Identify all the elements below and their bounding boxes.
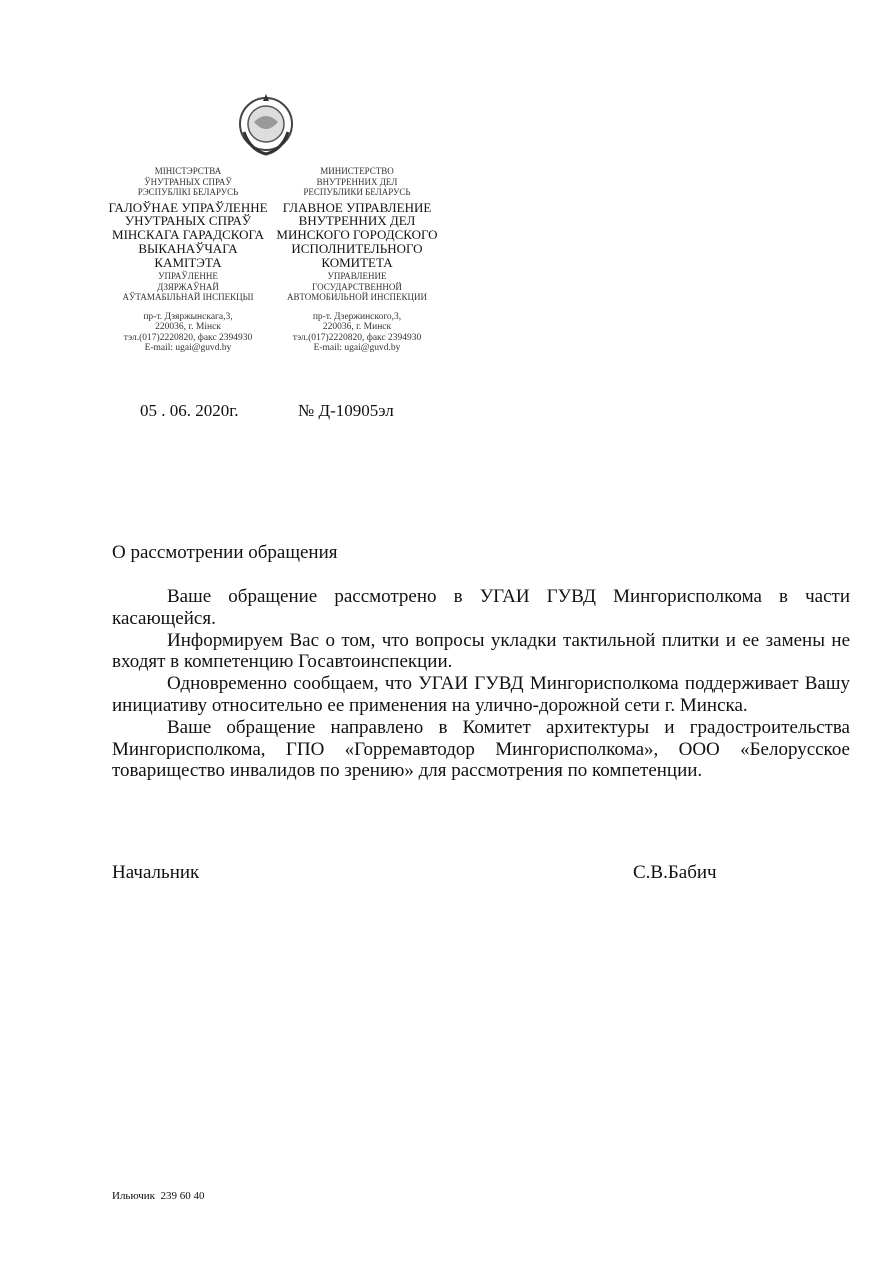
header-right-russian [257, 166, 457, 354]
department-line: ГАЛОЎНАЕ УПРАЎЛЕННЕ [108, 199, 268, 215]
ministry-line: МИНИСТЕРСТВО [320, 166, 394, 176]
department-line: МІНСКАГА ГАРАДСКОГА [112, 227, 264, 243]
document-number: № Д-10905эл [298, 401, 394, 420]
address-line: тэл.(017)2220820, факс 2394930 [123, 332, 253, 343]
division-line: УПРАЎЛЕННЕ [158, 271, 218, 282]
department-line: ВНУТРЕННИХ ДЕЛ [298, 213, 416, 229]
executor-footer: Ильючик 239 60 40 [112, 1190, 205, 1202]
department-line: МИНСКОГО ГОРОДСКОГО [276, 227, 438, 243]
department-line: КОМИТЕТА [321, 254, 393, 270]
division-line: УПРАВЛЕНИЕ [327, 271, 387, 282]
address-line: тэл.(017)2220820, факс 2394930 [292, 332, 422, 343]
address-line: E-mail: ugai@guvd.by [313, 343, 401, 354]
ministry-line: РЕСПУБЛИКИ БЕЛАРУСЬ [303, 187, 411, 197]
signature-name: С.В.Бабич [633, 862, 717, 883]
address-line: E-mail: ugai@guvd.by [144, 343, 232, 354]
address-line: пр-т. Дзержинского,3, [312, 311, 402, 322]
division-line: АЎТАМАБІЛЬНАЙ ІНСПЕКЦЫІ [122, 292, 254, 303]
document-date: 05 . 06. 2020г. [140, 401, 239, 420]
department-line: ИСПОЛНИТЕЛЬНОГО [291, 240, 423, 256]
ministry-line: МІНІСТЭРСТВА [154, 166, 222, 176]
division-line: ГОСУДАРСТВЕННОЙ [312, 281, 402, 292]
paragraph: Ваше обращение направлено в Комитет архитектуры и градостроительства Мингорисполкома, ГПО «Горремавтодор Мингорисполкома», ООО «Белорусское товарищество инвалидов по зрению» для рассмотрения по компетенции. [112, 716, 850, 782]
ministry-line: РЭСПУБЛІКІ БЕЛАРУСЬ [137, 187, 239, 197]
ministry-line: ВНУТРЕННИХ ДЕЛ [316, 176, 398, 187]
paragraph: Информируем Вас о том, что вопросы укладки тактильной плитки и ее замены не входят в компетенцию Госавтоинспекции. [112, 629, 850, 673]
letter-body [112, 586, 850, 782]
subject-line: О рассмотрении обращения [112, 542, 338, 563]
department-line: ГЛАВНОЕ УПРАВЛЕНИЕ [282, 199, 432, 215]
department-line: УНУТРАНЫХ СПРАЎ [124, 213, 252, 229]
department-line: КАМІТЭТА [154, 254, 222, 270]
signature-position: Начальник [112, 862, 200, 883]
address-line: 220036, г. Мінск [155, 322, 221, 333]
division-line: ДЗЯРЖАЎНАЙ [157, 281, 219, 292]
address-line: пр-т. Дзяржынскага,3, [143, 311, 233, 322]
department-line: ВЫКАНАЎЧАГА [138, 240, 238, 256]
address-line: 220036, г. Минск [322, 322, 392, 333]
state-emblem-icon [236, 92, 296, 160]
division-line: АВТОМОБИЛЬНОЙ ИНСПЕКЦИИ [287, 292, 427, 303]
paragraph: Ваше обращение рассмотрено в УГАИ ГУВД Мингорисполкома в части касающейся. [112, 586, 850, 629]
paragraph: Одновременно сообщаем, что УГАИ ГУВД Мингорисполкома поддерживает Вашу инициативу относительно ее применения на улично-дорожной сети г. Минска. [112, 673, 850, 716]
ministry-line: ЎНУТРАНЫХ СПРАЎ [144, 176, 232, 187]
